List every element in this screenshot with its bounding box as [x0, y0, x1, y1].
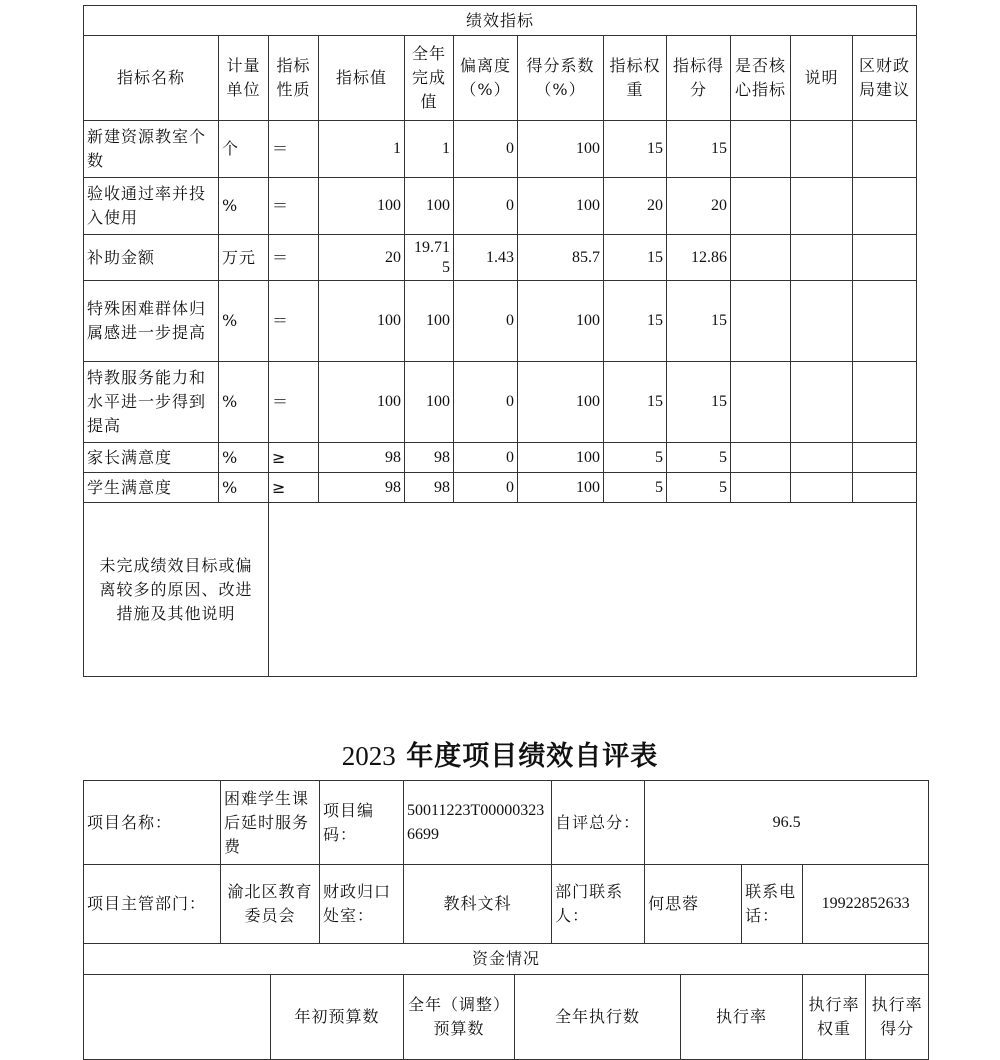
- funds-title: 资金情况: [84, 944, 929, 975]
- target-value: 100: [319, 178, 405, 235]
- core-indicator-cell: [731, 235, 791, 281]
- actual-value: 100: [405, 281, 454, 362]
- score-value: 15: [667, 362, 731, 443]
- project-code-label: 项目编码：: [320, 781, 404, 865]
- target-value: 98: [319, 473, 405, 503]
- contact-label: 部门联系人：: [552, 865, 645, 944]
- nature-cell: ＝: [269, 178, 319, 235]
- table-row: [84, 281, 917, 362]
- deviation-value: 0: [454, 443, 518, 473]
- performance-indicator-table: [83, 5, 917, 677]
- header-cell: 得分系数（%）: [518, 36, 604, 121]
- project-code: 50011223T000003236699: [404, 781, 552, 865]
- weight-value: 20: [604, 178, 667, 235]
- unit-cell: %: [219, 443, 269, 473]
- score-value: 15: [667, 121, 731, 178]
- score-value: 5: [667, 473, 731, 503]
- project-name-label: 项目名称：: [84, 781, 221, 865]
- header-cell: 说明: [791, 36, 853, 121]
- form-title: [0, 734, 1000, 773]
- phone: 19922852633: [803, 865, 929, 944]
- deviation-value: 0: [454, 281, 518, 362]
- unit-cell: %: [219, 281, 269, 362]
- weight-value: 5: [604, 473, 667, 503]
- header-cell: 指标值: [319, 36, 405, 121]
- deviation-value: 0: [454, 121, 518, 178]
- header-cell: 指标性质: [269, 36, 319, 121]
- target-value: 1: [319, 121, 405, 178]
- note-cell: [791, 362, 853, 443]
- actual-value: 19.715: [405, 235, 454, 281]
- project-name: 困难学生课后延时服务费: [221, 781, 320, 865]
- funds-header-blank: [84, 975, 271, 1060]
- table-row: [84, 121, 917, 178]
- coefficient-value: 85.7: [518, 235, 604, 281]
- actual-value: 1: [405, 121, 454, 178]
- unit-cell: %: [219, 473, 269, 503]
- section-title: 绩效指标: [84, 6, 917, 36]
- self-score-label: 自评总分：: [552, 781, 645, 865]
- nature-cell: ＝: [269, 121, 319, 178]
- funds-header-cell: 执行率权重: [803, 975, 866, 1060]
- nature-cell: ≥: [269, 473, 319, 503]
- table-row: [84, 362, 917, 443]
- funds-header-cell: 全年执行数: [515, 975, 681, 1060]
- indicator-name: 新建资源教室个数: [84, 121, 219, 178]
- finance-office-label: 财政归口处室：: [320, 865, 404, 944]
- header-row: [84, 36, 917, 121]
- nature-cell: ＝: [269, 235, 319, 281]
- core-indicator-cell: [731, 362, 791, 443]
- core-indicator-cell: [731, 178, 791, 235]
- coefficient-value: 100: [518, 121, 604, 178]
- core-indicator-cell: [731, 281, 791, 362]
- note-cell: [791, 121, 853, 178]
- header-cell: 偏离度（%）: [454, 36, 518, 121]
- finance-advice-cell: [853, 178, 917, 235]
- unit-cell: 万元: [219, 235, 269, 281]
- target-value: 100: [319, 281, 405, 362]
- finance-advice-cell: [853, 443, 917, 473]
- funds-header-row: [84, 975, 929, 1060]
- funds-header-cell: 年初预算数: [271, 975, 404, 1060]
- self-evaluation-table: [83, 780, 929, 1060]
- indicator-name: 验收通过率并投入使用: [84, 178, 219, 235]
- header-cell: 是否核心指标: [731, 36, 791, 121]
- nature-cell: ＝: [269, 362, 319, 443]
- deviation-value: 0: [454, 473, 518, 503]
- actual-value: 100: [405, 178, 454, 235]
- core-indicator-cell: [731, 443, 791, 473]
- score-value: 5: [667, 443, 731, 473]
- phone-label: 联系电话：: [742, 865, 803, 944]
- form-title-year: 2023: [341, 741, 396, 771]
- header-cell: 区财政局建议: [853, 36, 917, 121]
- unit-cell: 个: [219, 121, 269, 178]
- coefficient-value: 100: [518, 362, 604, 443]
- indicator-name: 特教服务能力和水平进一步得到提高: [84, 362, 219, 443]
- target-value: 98: [319, 443, 405, 473]
- note-cell: [791, 178, 853, 235]
- note-cell: [791, 443, 853, 473]
- weight-value: 15: [604, 235, 667, 281]
- target-value: 100: [319, 362, 405, 443]
- deviation-value: 0: [454, 362, 518, 443]
- actual-value: 100: [405, 362, 454, 443]
- table-row: [84, 235, 917, 281]
- table-row: [84, 443, 917, 473]
- note-cell: [791, 235, 853, 281]
- deviation-value: 0: [454, 178, 518, 235]
- unit-cell: %: [219, 178, 269, 235]
- indicator-name: 家长满意度: [84, 443, 219, 473]
- finance-advice-cell: [853, 362, 917, 443]
- weight-value: 15: [604, 121, 667, 178]
- contact: 何思蓉: [645, 865, 742, 944]
- remarks-label: 未完成绩效目标或偏离较多的原因、改进措施及其他说明: [84, 503, 269, 677]
- indicator-name: 特殊困难群体归属感进一步提高: [84, 281, 219, 362]
- self-score: 96.5: [645, 781, 929, 865]
- note-cell: [791, 281, 853, 362]
- score-value: 12.86: [667, 235, 731, 281]
- deviation-value: 1.43: [454, 235, 518, 281]
- nature-cell: ＝: [269, 281, 319, 362]
- form-title-text: 年度项目绩效自评表: [406, 741, 659, 772]
- header-cell: 全年完成值: [405, 36, 454, 121]
- header-cell: 指标权重: [604, 36, 667, 121]
- header-cell: 计量单位: [219, 36, 269, 121]
- actual-value: 98: [405, 473, 454, 503]
- funds-header-cell: 全年（调整）预算数: [404, 975, 515, 1060]
- funds-header-cell: 执行率: [681, 975, 803, 1060]
- indicator-name: 学生满意度: [84, 473, 219, 503]
- weight-value: 5: [604, 443, 667, 473]
- indicator-name: 补助金额: [84, 235, 219, 281]
- weight-value: 15: [604, 362, 667, 443]
- table-row: [84, 178, 917, 235]
- coefficient-value: 100: [518, 178, 604, 235]
- unit-cell: %: [219, 362, 269, 443]
- finance-advice-cell: [853, 281, 917, 362]
- finance-advice-cell: [853, 473, 917, 503]
- finance-advice-cell: [853, 121, 917, 178]
- weight-value: 15: [604, 281, 667, 362]
- coefficient-value: 100: [518, 281, 604, 362]
- core-indicator-cell: [731, 473, 791, 503]
- header-cell: 指标得分: [667, 36, 731, 121]
- nature-cell: ≥: [269, 443, 319, 473]
- remarks-content: [269, 503, 917, 677]
- score-value: 20: [667, 178, 731, 235]
- dept: 渝北区教育委员会: [221, 865, 320, 944]
- note-cell: [791, 473, 853, 503]
- target-value: 20: [319, 235, 405, 281]
- header-cell: 指标名称: [84, 36, 219, 121]
- finance-office: 教科文科: [404, 865, 552, 944]
- actual-value: 98: [405, 443, 454, 473]
- coefficient-value: 100: [518, 473, 604, 503]
- dept-label: 项目主管部门：: [84, 865, 221, 944]
- core-indicator-cell: [731, 121, 791, 178]
- table-row: [84, 473, 917, 503]
- score-value: 15: [667, 281, 731, 362]
- coefficient-value: 100: [518, 443, 604, 473]
- funds-header-cell: 执行率得分: [866, 975, 929, 1060]
- finance-advice-cell: [853, 235, 917, 281]
